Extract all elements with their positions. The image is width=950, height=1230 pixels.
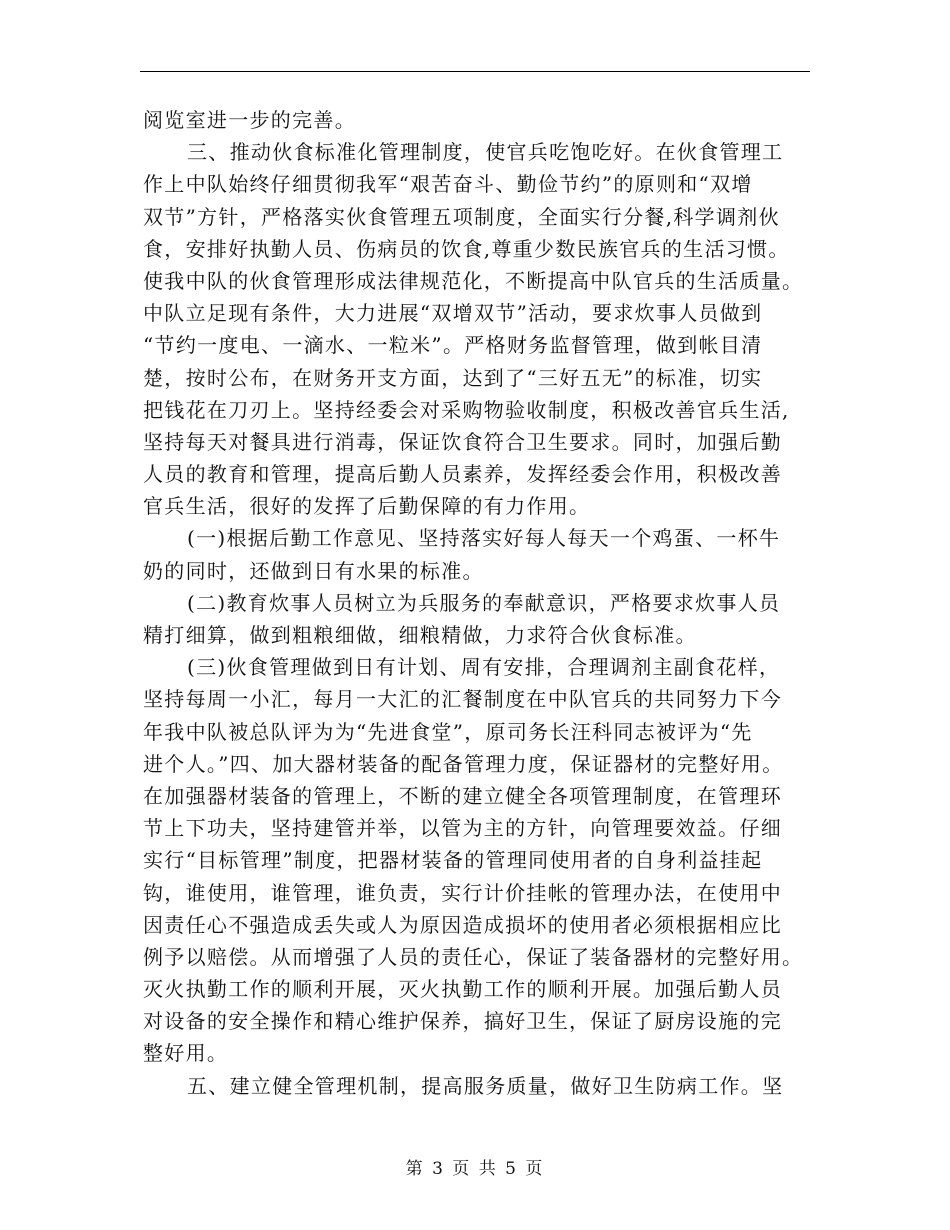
text-line: 人员的教育和管理，提高后勤人员素养，发挥经委会作用，积极改善: [143, 462, 782, 487]
text-line: 把钱花在刀刃上。坚持经委会对采购物验收制度，积极改善官兵生活,: [143, 397, 790, 422]
text-line: 因责任心不强造成丢失或人为原因造成损坏的使用者必须根据相应比: [143, 912, 782, 937]
text-line: 在加强器材装备的管理上，不断的建立健全各项管理制度，在管理环: [143, 783, 782, 808]
page-number: 第 3 页 共 5 页: [405, 1159, 545, 1179]
header-rule: [140, 71, 810, 72]
text-line: 例予以赔偿。从而增强了人员的责任心，保证了装备器材的完整好用。: [143, 944, 804, 969]
text-line: (二)教育炊事人员树立为兵服务的奉献意识，严格要求炊事人员: [187, 590, 781, 615]
text-line: 坚持每周一小汇，每月一大汇的汇餐制度在中队官兵的共同努力下今: [143, 687, 782, 712]
text-line: 灭火执勤工作的顺利开展，灭火执勤工作的顺利开展。加强后勤人员: [143, 977, 782, 1002]
text-line: “节约一度电、一滴水、一粒米”。严格财务监督管理，做到帐目清: [143, 333, 763, 358]
text-line: 对设备的安全操作和精心维护保养，搞好卫生，保证了厨房设施的完: [143, 1009, 782, 1034]
text-line: 进个人。”四、加大器材装备的配备管理力度，保证器材的完整好用。: [143, 751, 784, 776]
text-line: 整好用。: [143, 1041, 229, 1066]
document-body: [143, 104, 810, 1102]
text-line: 中队立足现有条件，大力进展“双增双节”活动，要求炊事人员做到: [143, 301, 763, 326]
text-line: 官兵生活，很好的发挥了后勤保障的有力作用。: [143, 494, 591, 519]
text-line: 节上下功夫，坚持建管并举，以管为主的方针，向管理要效益。仔细: [143, 816, 782, 841]
text-line: 坚持每天对餐具进行消毒，保证饮食符合卫生要求。同时，加强后勤: [143, 429, 782, 454]
text-line: 五、建立健全管理机制，提高服务质量，做好卫生防病工作。坚: [187, 1073, 784, 1098]
text-line: 钩，谁使用，谁管理，谁负责，实行计价挂帐的管理办法，在使用中: [143, 880, 782, 905]
text-line: 三、推动伙食标准化管理制度，使官兵吃饱吃好。在伙食管理工: [187, 140, 784, 165]
text-line: 作上中队始终仔细贯彻我军“艰苦奋斗、勤俭节约”的原则和“双增: [143, 172, 753, 197]
text-line: 双节”方针，严格落实伙食管理五项制度，全面实行分餐,科学调剂伙: [143, 204, 780, 229]
text-line: 食，安排好执勤人员、伤病员的饮食,尊重少数民族官兵的生活习惯。: [143, 236, 790, 261]
text-line: 实行“目标管理”制度，把器材装备的管理同使用者的自身利益挂起: [143, 848, 763, 873]
text-line: 楚，按时公布，在财务开支方面，达到了“三好五无”的标准，切实: [143, 365, 763, 390]
text-line: (一)根据后勤工作意见、坚持落实好每人每天一个鸡蛋、一杯牛: [187, 526, 781, 551]
text-line: 奶的同时，还做到日有水果的标准。: [143, 558, 484, 583]
text-line: 年我中队被总队评为为“先进食堂”，原司务长汪科同志被评为“先: [143, 719, 753, 744]
text-line: (三)伙食管理做到日有计划、周有安排，合理调剂主副食花样，: [187, 655, 781, 680]
text-line: 使我中队的伙食管理形成法律规范化，不断提高中队官兵的生活质量。: [143, 268, 804, 293]
text-line: 阅览室进一步的完善。: [143, 108, 356, 132]
text-line: 精打细算，做到粗粮细做，细粮精做，力求符合伙食标准。: [143, 623, 697, 647]
